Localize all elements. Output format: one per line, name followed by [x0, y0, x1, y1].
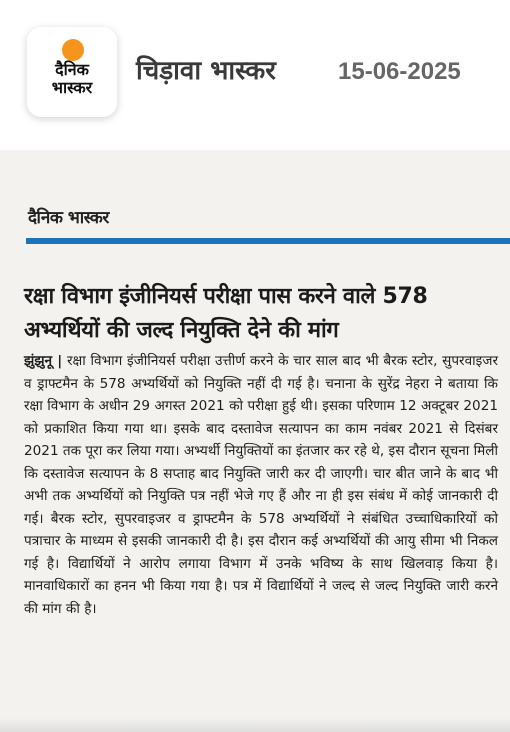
edition-title: चिड़ावा भास्कर — [136, 56, 276, 86]
article-headline: रक्षा विभाग इंजीनियर्स परीक्षा पास करने वाले 578 अभ्यर्थियों की जल्द नियुक्ति देने की मांग — [24, 284, 428, 343]
article-dateline: झुंझुनू | — [24, 353, 63, 369]
clipping-masthead: दैनिक भास्कर — [28, 208, 109, 228]
newspaper-clipping — [0, 150, 510, 732]
article-body-text: रक्षा विभाग इंजीनियर्स परीक्षा उत्तीर्ण करने के चार साल बाद भी बैरक स्टोर, सुपरवाइजर व ड्राफ्टमैन के 578 अभ्यर्थियों को नियुक्ति नहीं दी गई है। चनाना के सुरेंद्र नेहरा ने बताया कि रक्षा विभाग के अधीन 29 अगस्त 2021 को परीक्षा हुई थी। इसका परिणाम 12 अक्टूबर 2021 को प्रकाशित किया गया था। इसके बाद दस्तावेज सत्यापन का काम नवंबर 2021 से दिसंबर 2021 तक पूरा कर लिया गया। अभ्यर्थी नियुक्तियों का इंतजार कर रहे थे, इस दौरान सूचना मिली कि दस्तावेज सत्यापन के 8 सप्ताह बाद नियुक्ति जारी कर दी जाएगी। चार बीत जाने के बाद भी अभी तक अभ्यर्थियों को नियुक्ति पत्र नहीं भेजे गए हैं और ना ही इस संबंध में कोई जानकारी दी गई। बैरक स्टोर, सुपरवाइजर व ड्राफ्टमैन के 578 अभ्यर्थियों ने संबंधित उच्चाधिकारियों को पत्राचार के माध्यम से इसकी जानकारी दी है। इस दौरान कई अभ्यर्थियों की आयु सीमा भी निकल गई है। विद्यार्थियों ने आरोप लगाया विभाग में उनके भविष्य के साथ खिलवाड़ किया है। मानवाधिकारों का हनन भी किया गया है। पत्र में विद्यार्थियों ने जल्द से जल्द नियुक्ति जारी करने की मांग की है। — [24, 353, 499, 617]
masthead-rule — [26, 238, 510, 244]
app-header — [0, 0, 510, 140]
article-body — [24, 350, 498, 620]
dainik-bhaskar-logo[interactable] — [27, 27, 117, 117]
sun-icon — [62, 39, 84, 61]
logo-text-line1: दैनिक — [55, 60, 89, 79]
logo-text-line2: भास्कर — [51, 78, 93, 97]
publish-date: 15-06-2025 — [338, 58, 461, 85]
clipping-bottom-edge — [0, 718, 510, 732]
